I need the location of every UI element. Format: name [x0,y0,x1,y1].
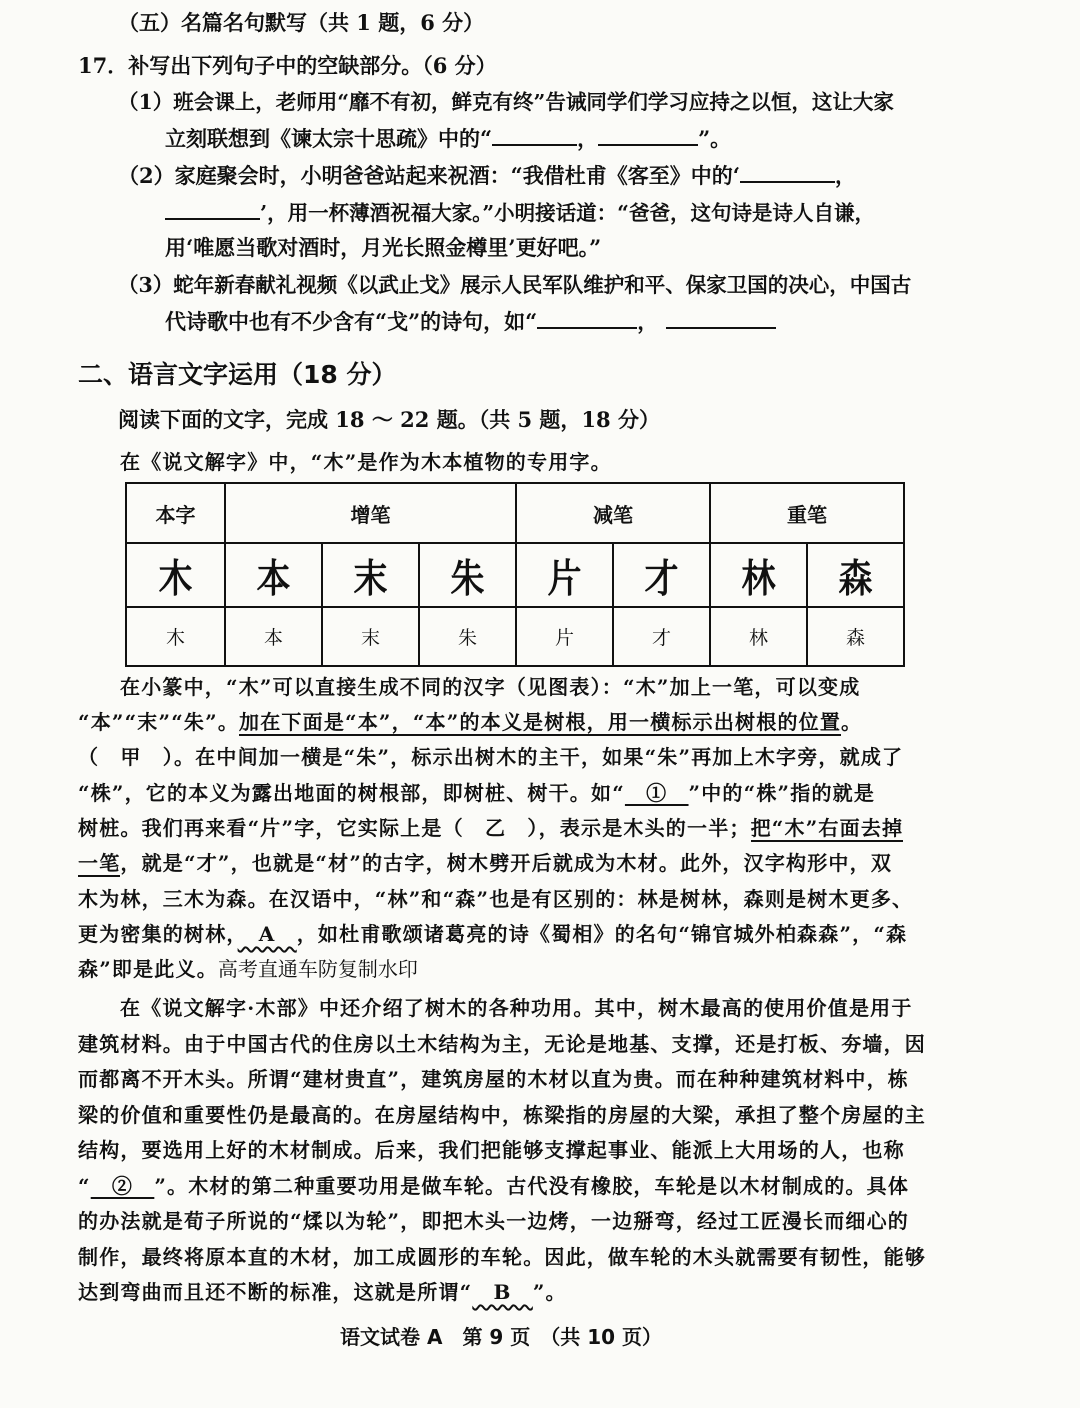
seal-glyph: 本 [256,556,291,603]
seal-glyph: 末 [353,556,388,603]
para1-line3: （ 甲 ）。在中间加一横是“朱”，标示出树木的主干，如果“朱”再加上木字旁，就成了 [78,745,904,769]
answer-blank[interactable] [740,161,835,183]
para2-line3: 而都离不开木头。所谓“建材贵直”，建筑房屋的木材以直为贵。而在种种建筑材料中，栋 [78,1067,910,1091]
text-segment: ， [835,163,856,188]
seal-char-cell [710,543,807,607]
q17-part2-line1 [118,161,856,191]
table-header-row [126,483,904,543]
question-17-stem: 17．补写出下列句子中的空缺部分。（6 分） [78,53,497,78]
text-segment: 达到弯曲而且还不断的标准，这就是所谓“ [78,1280,473,1304]
seal-char-cell [322,543,419,607]
para2-line6 [78,1171,909,1201]
header-remove-stroke: 减笔 [516,483,710,543]
answer-blank[interactable] [598,124,698,146]
modern-char-cell: 本 [225,607,322,666]
seal-glyph: 木 [158,556,193,603]
blank-marker-a: A [237,922,297,946]
modern-char-cell: 木 [126,607,225,666]
modern-char-cell: 朱 [419,607,516,666]
answer-blank[interactable] [492,124,577,146]
answer-blank[interactable] [165,198,260,220]
seal-glyph: 片 [547,556,582,603]
answer-blank[interactable] [537,307,637,329]
seal-char-cell [516,543,613,607]
q17-part3-line1: （3）蛇年新春献礼视频《以武止戈》展示人民军队维护和平、保家卫国的决心，中国古 [118,273,912,297]
para2-line1: 在《说文解字·木部》中还介绍了树木的各种功用。其中，树木最高的使用价值是用于 [120,996,913,1020]
text-segment: “ [78,1174,91,1198]
table-modern-row [126,607,904,666]
text-segment: ”中的“株”指的就是 [688,781,876,805]
text-segment: 。 [841,710,863,734]
text-segment: ，如杜甫歌颂诸葛亮的诗《蜀相》的名句“锦官城外柏森森”，“森 [296,922,908,946]
blank-marker-b: B [472,1280,533,1304]
para1-line9 [78,954,418,984]
text-segment: 森”即是此义。 [78,957,218,981]
seal-char-cell [126,543,225,607]
seal-glyph: 森 [838,556,873,603]
watermark-text: 高考直通车防复制水印 [217,957,418,981]
text-segment: “株”，它的本义为露出地面的树根部，即树桩、树干。如“ [78,781,625,805]
text-segment: （2）家庭聚会时，小明爸爸站起来祝酒：“我借杜甫《客至》中的‘ [118,163,740,188]
seal-glyph: 朱 [450,556,485,603]
part-two-title: 二、语言文字运用（18 分） [78,360,397,389]
para1-line2 [78,707,862,737]
blank-marker-1: ① [624,781,689,805]
para1-line1: 在小篆中，“木”可以直接生成不同的汉字（见图表）：“木”加上一笔，可以变成 [120,675,861,699]
para1-line7: 木为林，三木为森。在汉语中，“林”和“森”也是有区别的：林是树林，森则是树木更多、 [78,887,914,911]
seal-glyph: 林 [741,556,776,603]
para2-line5: 结构，要选用上好的木材制成。后来，我们把能够支撑起事业、能派上大用场的人，也称 [78,1138,905,1162]
para1-line5 [78,813,903,843]
section-title: （五）名篇名句默写（共 1 题，6 分） [118,10,485,35]
blank-marker-2: ② [90,1174,155,1198]
para1-line4 [78,778,875,808]
text-segment: ”。木材的第二种重要功用是做车轮。古代没有橡胶，车轮是以木材制成的。具体 [154,1174,910,1198]
text-segment: ，就是“才”，也就是“材”的古字，树木劈开后就成为木材。此外，汉字构形中，双 [120,851,893,875]
text-segment: ”。 [532,1280,567,1304]
character-table [125,482,905,667]
para2-line4: 梁的价值和重要性仍是最高的。在房屋结构中，栋梁指的房屋的大梁，承担了整个房屋的主 [78,1103,926,1127]
text-segment: ’，用一杯薄酒祝福大家。”小明接话道：“爸爸，这句诗是诗人自谦， [260,201,875,225]
header-repeat-stroke: 重笔 [710,483,904,543]
underlined-sentence: 一笔 [78,851,121,875]
header-add-stroke: 增笔 [225,483,516,543]
answer-blank[interactable] [666,307,776,329]
seal-char-cell [807,543,904,607]
modern-char-cell: 末 [322,607,419,666]
para2-line2: 建筑材料。由于中国古代的住房以土木结构为主，无论是地基、支撑，还是打板、夯墙，因 [78,1032,926,1056]
seal-char-cell [419,543,516,607]
text-segment: ”。 [698,126,732,151]
q17-part3-line2 [165,307,776,337]
q17-part2-line3: 用‘唯愿当歌对酒时，月光长照金樽里’更好吧。” [165,235,602,260]
seal-char-cell [613,543,710,607]
page-footer: 语文试卷 A 第 9 页 （共 10 页） [340,1325,663,1349]
para1-line6 [78,848,892,878]
table-seal-row [126,543,904,607]
text-segment: 立刻联想到《谏太宗十思疏》中的“ [165,126,493,151]
para1-line8 [78,919,907,949]
q17-part1-line2 [165,124,731,154]
text-segment: ， [577,126,599,151]
text-segment: ， [637,309,659,334]
text-segment: 树桩。我们再来看“片”字，它实际上是（ 乙 ），表示是木头的一半； [78,816,751,840]
modern-char-cell: 林 [710,607,807,666]
lead-sentence: 在《说文解字》中，“木”是作为木本植物的专用字。 [120,450,612,474]
text-segment: 更为密集的树林， [78,922,238,946]
text-segment: “本”“末”“朱”。 [78,710,240,734]
modern-char-cell: 才 [613,607,710,666]
para2-line7: 的办法就是荀子所说的“煣以为轮”，即把木头一边烤，一边掰弯，经过工匠漫长而细心的 [78,1209,910,1233]
reading-instruction: 阅读下面的文字，完成 18 ～ 22 题。（共 5 题，18 分） [118,407,660,432]
seal-char-cell [225,543,322,607]
q17-part2-line2 [165,198,875,228]
header-original-char: 本字 [126,483,225,543]
q17-part1-line1: （1）班会课上，老师用“靡不有初，鲜克有终”告诫同学们学习应持之以恒，这让大家 [118,90,894,114]
text-segment: 代诗歌中也有不少含有“戈”的诗句，如“ [165,309,538,334]
para2-line8: 制作，最终将原本直的木材，加工成圆形的车轮。因此，做车轮的木头就需要有韧性，能够 [78,1245,926,1269]
underlined-sentence: 把“木”右面去掉 [750,816,904,840]
para2-line9 [78,1277,567,1307]
underlined-sentence: 加在下面是“本”，“本”的本义是树根，用一横标示出树根的位置 [239,710,842,734]
seal-glyph: 才 [644,556,679,603]
modern-char-cell: 森 [807,607,904,666]
modern-char-cell: 片 [516,607,613,666]
